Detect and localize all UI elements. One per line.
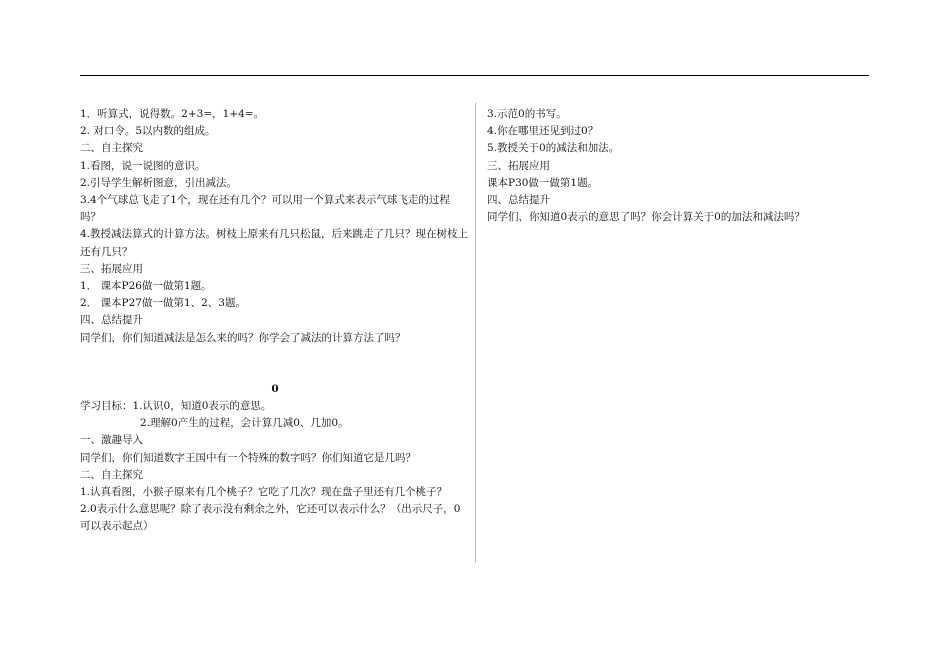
section-heading: 二、自主探究 <box>80 142 143 155</box>
column-divider <box>475 103 476 563</box>
text-line: 1.看图，说一说图的意识。 <box>80 159 206 172</box>
text-line: 3.示范0的书写。 <box>487 108 567 120</box>
objectives-line <box>80 398 470 415</box>
text-line: 同学们，你知道0表示的意思了吗？你会计算关于0的加法和减法吗？ <box>487 211 805 224</box>
text-line: 2.引导学生解析图意，引出减法。 <box>80 176 238 189</box>
section-heading: 二、自主探究 <box>80 468 143 481</box>
section-heading: 三、拓展应用 <box>487 159 550 172</box>
text-line: 同学们，你们知道减法是怎么来的吗？你学会了减法的计算方法了吗？ <box>80 331 406 344</box>
header-rule <box>80 75 869 76</box>
spacer <box>80 347 470 381</box>
text-line: 课本P30做一做第1题。 <box>487 176 599 189</box>
section-heading: 四、总结提升 <box>80 314 143 327</box>
lesson-title: 0 <box>271 382 279 395</box>
objective-item: 1.认识0，知道0表示的意思。 <box>132 400 272 413</box>
section-heading: 三、拓展应用 <box>80 262 143 275</box>
section-heading: 四、总结提升 <box>487 194 550 207</box>
text-line: 4.教授减法算式的计算方法。树枝上原来有几只松鼠，后来跳走了几只？现在树枝上还有几只？ <box>80 228 469 258</box>
objective-item: 2.理解0产生的过程，会计算几减0、几加0。 <box>140 417 349 430</box>
right-column <box>487 106 867 226</box>
text-line: 4.你在哪里还见到过0？ <box>487 125 599 138</box>
text-line: 同学们，你们知道数字王国中有一个特殊的数字吗？你们知道它是几吗？ <box>80 451 416 464</box>
section-heading: 一、激趣导入 <box>80 434 143 447</box>
text-line: 2． 课本P27做一做第1、2、3题。 <box>80 297 246 310</box>
text-line: 1．听算式，说得数。2+3=，1+4=。 <box>80 108 265 120</box>
text-line: 1.认真看图，小猴子原来有几个桃子？它吃了几次？现在盘子里还有几个桃子？ <box>80 486 448 499</box>
text-line: 2.0表示什么意思呢？除了表示没有剩余之外，它还可以表示什么？（出示尺子，0可以表示起点） <box>80 503 461 533</box>
objectives-label: 学习目标： <box>80 400 133 413</box>
text-line: 2. 对口令。5以内数的组成。 <box>80 125 216 138</box>
text-line: 3.4个气球总飞走了1个，现在还有几个？可以用一个算式来表示气球飞走的过程吗？ <box>80 194 450 224</box>
text-line: 1． 课本P26做一做第1题。 <box>80 280 212 293</box>
left-column <box>80 106 470 536</box>
text-line: 5.教授关于0的减法和加法。 <box>487 142 620 155</box>
